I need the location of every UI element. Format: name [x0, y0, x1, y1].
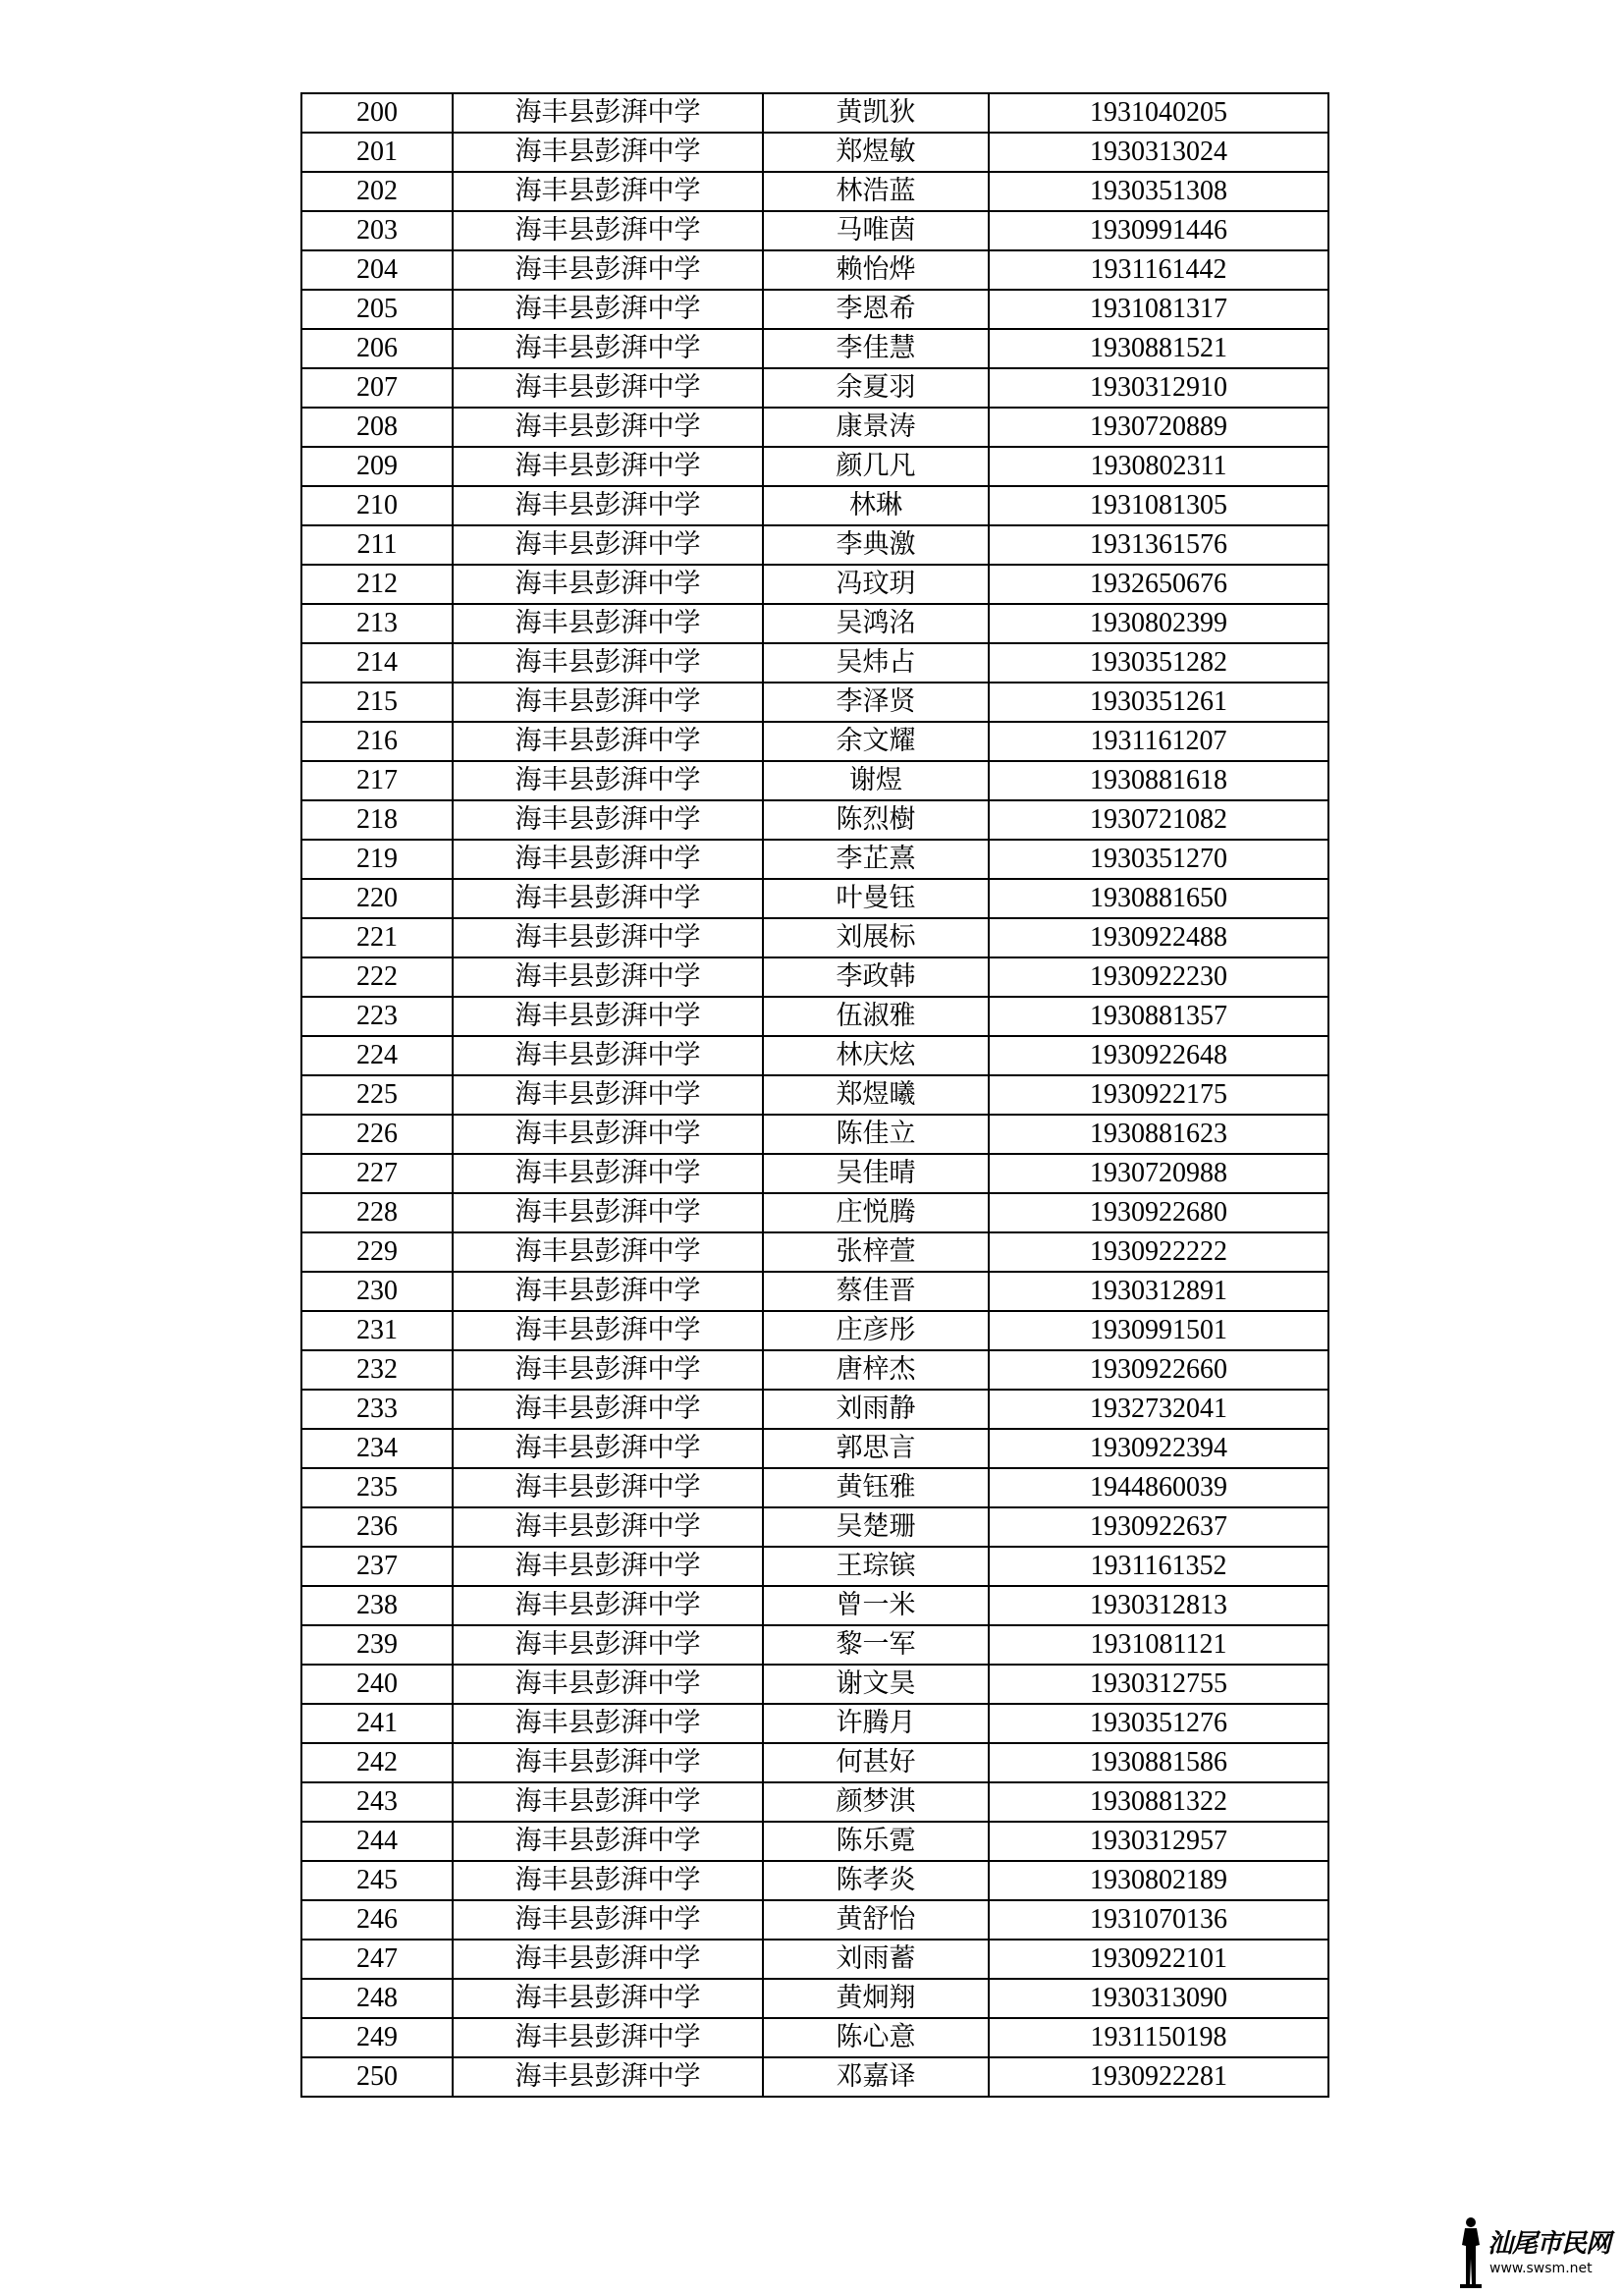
exam-id-cell: 1931081317 — [989, 290, 1328, 329]
exam-id-cell: 1930922660 — [989, 1350, 1328, 1390]
exam-id-cell: 1930351276 — [989, 1704, 1328, 1743]
school-cell: 海丰县彭湃中学 — [453, 133, 763, 172]
school-cell: 海丰县彭湃中学 — [453, 525, 763, 565]
table-row — [301, 997, 1328, 1036]
exam-id-cell: 1931161207 — [989, 722, 1328, 761]
school-cell: 海丰县彭湃中学 — [453, 840, 763, 879]
student-name-cell: 黄炯翔 — [763, 1979, 989, 2018]
row-number-cell: 222 — [301, 957, 453, 997]
row-number-cell: 215 — [301, 683, 453, 722]
student-name-cell: 颜几凡 — [763, 447, 989, 486]
school-cell: 海丰县彭湃中学 — [453, 172, 763, 211]
student-name-cell: 刘展标 — [763, 918, 989, 957]
student-name-cell: 林庆炫 — [763, 1036, 989, 1075]
standing-figure-icon — [1456, 2215, 1486, 2288]
exam-id-cell: 1931040205 — [989, 93, 1328, 133]
student-name-cell: 庄悦腾 — [763, 1193, 989, 1232]
row-number-cell: 243 — [301, 1782, 453, 1822]
student-name-cell: 吴佳晴 — [763, 1154, 989, 1193]
table-row — [301, 1429, 1328, 1468]
row-number-cell: 237 — [301, 1547, 453, 1586]
table-row — [301, 408, 1328, 447]
exam-id-cell: 1930802189 — [989, 1861, 1328, 1900]
row-number-cell: 244 — [301, 1822, 453, 1861]
row-number-cell: 217 — [301, 761, 453, 800]
row-number-cell: 242 — [301, 1743, 453, 1782]
exam-id-cell: 1930881322 — [989, 1782, 1328, 1822]
exam-id-cell: 1930922175 — [989, 1075, 1328, 1115]
student-name-cell: 李恩希 — [763, 290, 989, 329]
student-name-cell: 邓嘉译 — [763, 2057, 989, 2097]
table-row — [301, 290, 1328, 329]
school-cell: 海丰县彭湃中学 — [453, 368, 763, 408]
exam-id-cell: 1930881618 — [989, 761, 1328, 800]
school-cell: 海丰县彭湃中学 — [453, 1468, 763, 1507]
exam-id-cell: 1930881586 — [989, 1743, 1328, 1782]
school-cell: 海丰县彭湃中学 — [453, 486, 763, 525]
school-cell: 海丰县彭湃中学 — [453, 1115, 763, 1154]
school-cell: 海丰县彭湃中学 — [453, 1311, 763, 1350]
exam-id-cell: 1930991446 — [989, 211, 1328, 250]
student-name-cell: 黎一军 — [763, 1625, 989, 1665]
table-row — [301, 1232, 1328, 1272]
exam-id-cell: 1930351308 — [989, 172, 1328, 211]
row-number-cell: 210 — [301, 486, 453, 525]
table-row — [301, 1822, 1328, 1861]
school-cell: 海丰县彭湃中学 — [453, 1075, 763, 1115]
school-cell: 海丰县彭湃中学 — [453, 2018, 763, 2057]
student-name-cell: 林浩蓝 — [763, 172, 989, 211]
row-number-cell: 235 — [301, 1468, 453, 1507]
student-name-cell: 伍淑雅 — [763, 997, 989, 1036]
student-name-cell: 陈乐霓 — [763, 1822, 989, 1861]
student-name-cell: 马唯茵 — [763, 211, 989, 250]
table-row — [301, 1979, 1328, 2018]
school-cell: 海丰县彭湃中学 — [453, 957, 763, 997]
school-cell: 海丰县彭湃中学 — [453, 1665, 763, 1704]
student-name-cell: 许腾月 — [763, 1704, 989, 1743]
school-cell: 海丰县彭湃中学 — [453, 1036, 763, 1075]
row-number-cell: 246 — [301, 1900, 453, 1940]
row-number-cell: 205 — [301, 290, 453, 329]
exam-id-cell: 1930922394 — [989, 1429, 1328, 1468]
exam-id-cell: 1931150198 — [989, 2018, 1328, 2057]
student-name-cell: 王琮镔 — [763, 1547, 989, 1586]
row-number-cell: 231 — [301, 1311, 453, 1350]
row-number-cell: 233 — [301, 1390, 453, 1429]
exam-id-cell: 1930922488 — [989, 918, 1328, 957]
student-name-cell: 郭思言 — [763, 1429, 989, 1468]
table-row — [301, 1743, 1328, 1782]
table-row — [301, 1154, 1328, 1193]
table-row — [301, 2018, 1328, 2057]
school-cell: 海丰县彭湃中学 — [453, 761, 763, 800]
student-name-cell: 李泽贤 — [763, 683, 989, 722]
table-row — [301, 1861, 1328, 1900]
exam-id-cell: 1932732041 — [989, 1390, 1328, 1429]
exam-id-cell: 1930351282 — [989, 643, 1328, 683]
student-name-cell: 余夏羽 — [763, 368, 989, 408]
table-row — [301, 1507, 1328, 1547]
row-number-cell: 248 — [301, 1979, 453, 2018]
exam-id-cell: 1930721082 — [989, 800, 1328, 840]
school-cell: 海丰县彭湃中学 — [453, 93, 763, 133]
student-name-cell: 黄舒怡 — [763, 1900, 989, 1940]
exam-id-cell: 1930922222 — [989, 1232, 1328, 1272]
row-number-cell: 214 — [301, 643, 453, 683]
row-number-cell: 241 — [301, 1704, 453, 1743]
school-cell: 海丰县彭湃中学 — [453, 329, 763, 368]
exam-id-cell: 1930991501 — [989, 1311, 1328, 1350]
row-number-cell: 238 — [301, 1586, 453, 1625]
table-row — [301, 1586, 1328, 1625]
table-row — [301, 1625, 1328, 1665]
exam-id-cell: 1930881623 — [989, 1115, 1328, 1154]
exam-id-cell: 1930922230 — [989, 957, 1328, 997]
school-cell: 海丰县彭湃中学 — [453, 1704, 763, 1743]
exam-id-cell: 1930881521 — [989, 329, 1328, 368]
table-row — [301, 918, 1328, 957]
row-number-cell: 201 — [301, 133, 453, 172]
school-cell: 海丰县彭湃中学 — [453, 1940, 763, 1979]
table-row — [301, 1900, 1328, 1940]
table-row — [301, 368, 1328, 408]
row-number-cell: 249 — [301, 2018, 453, 2057]
watermark-url: www.swsm.net — [1489, 2261, 1593, 2276]
school-cell: 海丰县彭湃中学 — [453, 1979, 763, 2018]
table-row — [301, 565, 1328, 604]
school-cell: 海丰县彭湃中学 — [453, 1782, 763, 1822]
student-name-cell: 唐梓杰 — [763, 1350, 989, 1390]
exam-id-cell: 1930312813 — [989, 1586, 1328, 1625]
roster-table-body — [301, 93, 1328, 2097]
exam-id-cell: 1931361576 — [989, 525, 1328, 565]
student-name-cell: 郑煜敏 — [763, 133, 989, 172]
row-number-cell: 211 — [301, 525, 453, 565]
student-name-cell: 张梓萱 — [763, 1232, 989, 1272]
student-name-cell: 李芷熹 — [763, 840, 989, 879]
row-number-cell: 206 — [301, 329, 453, 368]
table-row — [301, 172, 1328, 211]
row-number-cell: 219 — [301, 840, 453, 879]
exam-id-cell: 1930881650 — [989, 879, 1328, 918]
row-number-cell: 225 — [301, 1075, 453, 1115]
row-number-cell: 227 — [301, 1154, 453, 1193]
student-name-cell: 陈佳立 — [763, 1115, 989, 1154]
exam-id-cell: 1930312910 — [989, 368, 1328, 408]
site-watermark — [1456, 2215, 1613, 2288]
table-row — [301, 604, 1328, 643]
row-number-cell: 229 — [301, 1232, 453, 1272]
school-cell: 海丰县彭湃中学 — [453, 447, 763, 486]
school-cell: 海丰县彭湃中学 — [453, 997, 763, 1036]
exam-id-cell: 1930720889 — [989, 408, 1328, 447]
exam-id-cell: 1930312755 — [989, 1665, 1328, 1704]
table-row — [301, 1036, 1328, 1075]
row-number-cell: 209 — [301, 447, 453, 486]
exam-id-cell: 1931081121 — [989, 1625, 1328, 1665]
row-number-cell: 207 — [301, 368, 453, 408]
row-number-cell: 213 — [301, 604, 453, 643]
table-row — [301, 93, 1328, 133]
exam-id-cell: 1931070136 — [989, 1900, 1328, 1940]
table-row — [301, 1782, 1328, 1822]
student-name-cell: 赖怡烨 — [763, 250, 989, 290]
school-cell: 海丰县彭湃中学 — [453, 1390, 763, 1429]
school-cell: 海丰县彭湃中学 — [453, 1861, 763, 1900]
student-name-cell: 庄彦彤 — [763, 1311, 989, 1350]
table-row — [301, 250, 1328, 290]
exam-id-cell: 1930922101 — [989, 1940, 1328, 1979]
row-number-cell: 228 — [301, 1193, 453, 1232]
watermark-title: 汕尾市民网 — [1488, 2229, 1611, 2259]
school-cell: 海丰县彭湃中学 — [453, 879, 763, 918]
school-cell: 海丰县彭湃中学 — [453, 1900, 763, 1940]
school-cell: 海丰县彭湃中学 — [453, 643, 763, 683]
exam-id-cell: 1930802399 — [989, 604, 1328, 643]
exam-id-cell: 1931161442 — [989, 250, 1328, 290]
row-number-cell: 221 — [301, 918, 453, 957]
row-number-cell: 212 — [301, 565, 453, 604]
student-name-cell: 曾一米 — [763, 1586, 989, 1625]
student-name-cell: 黄钰雅 — [763, 1468, 989, 1507]
row-number-cell: 208 — [301, 408, 453, 447]
row-number-cell: 202 — [301, 172, 453, 211]
student-name-cell: 刘雨蓄 — [763, 1940, 989, 1979]
table-row — [301, 761, 1328, 800]
exam-id-cell: 1931161352 — [989, 1547, 1328, 1586]
row-number-cell: 234 — [301, 1429, 453, 1468]
row-number-cell: 218 — [301, 800, 453, 840]
school-cell: 海丰县彭湃中学 — [453, 1429, 763, 1468]
student-name-cell: 陈心意 — [763, 2018, 989, 2057]
school-cell: 海丰县彭湃中学 — [453, 211, 763, 250]
table-row — [301, 1115, 1328, 1154]
student-name-cell: 陈孝炎 — [763, 1861, 989, 1900]
table-row — [301, 133, 1328, 172]
school-cell: 海丰县彭湃中学 — [453, 565, 763, 604]
table-row — [301, 1390, 1328, 1429]
table-row — [301, 722, 1328, 761]
row-number-cell: 220 — [301, 879, 453, 918]
table-row — [301, 525, 1328, 565]
table-row — [301, 800, 1328, 840]
student-name-cell: 谢文昊 — [763, 1665, 989, 1704]
student-name-cell: 林琳 — [763, 486, 989, 525]
student-name-cell: 吴楚珊 — [763, 1507, 989, 1547]
school-cell: 海丰县彭湃中学 — [453, 2057, 763, 2097]
school-cell: 海丰县彭湃中学 — [453, 408, 763, 447]
table-row — [301, 211, 1328, 250]
table-row — [301, 957, 1328, 997]
table-row — [301, 329, 1328, 368]
student-name-cell: 李政韩 — [763, 957, 989, 997]
exam-id-cell: 1930802311 — [989, 447, 1328, 486]
exam-id-cell: 1930313090 — [989, 1979, 1328, 2018]
exam-id-cell: 1930313024 — [989, 133, 1328, 172]
exam-id-cell: 1930881357 — [989, 997, 1328, 1036]
row-number-cell: 230 — [301, 1272, 453, 1311]
row-number-cell: 223 — [301, 997, 453, 1036]
table-row — [301, 1547, 1328, 1586]
row-number-cell: 239 — [301, 1625, 453, 1665]
exam-id-cell: 1930312957 — [989, 1822, 1328, 1861]
row-number-cell: 247 — [301, 1940, 453, 1979]
student-name-cell: 吴炜占 — [763, 643, 989, 683]
school-cell: 海丰县彭湃中学 — [453, 1822, 763, 1861]
school-cell: 海丰县彭湃中学 — [453, 1154, 763, 1193]
student-name-cell: 李典激 — [763, 525, 989, 565]
exam-id-cell: 1930351261 — [989, 683, 1328, 722]
table-row — [301, 1468, 1328, 1507]
table-row — [301, 1311, 1328, 1350]
row-number-cell: 224 — [301, 1036, 453, 1075]
student-name-cell: 刘雨静 — [763, 1390, 989, 1429]
row-number-cell: 203 — [301, 211, 453, 250]
student-name-cell: 蔡佳晋 — [763, 1272, 989, 1311]
student-name-cell: 余文耀 — [763, 722, 989, 761]
student-roster-table — [300, 92, 1329, 2098]
table-row — [301, 643, 1328, 683]
school-cell: 海丰县彭湃中学 — [453, 1586, 763, 1625]
student-name-cell: 吴鸿洺 — [763, 604, 989, 643]
exam-id-cell: 1930312891 — [989, 1272, 1328, 1311]
student-name-cell: 康景涛 — [763, 408, 989, 447]
row-number-cell: 240 — [301, 1665, 453, 1704]
student-name-cell: 李佳慧 — [763, 329, 989, 368]
school-cell: 海丰县彭湃中学 — [453, 1272, 763, 1311]
row-number-cell: 200 — [301, 93, 453, 133]
school-cell: 海丰县彭湃中学 — [453, 290, 763, 329]
exam-id-cell: 1930351270 — [989, 840, 1328, 879]
school-cell: 海丰县彭湃中学 — [453, 250, 763, 290]
student-name-cell: 何甚好 — [763, 1743, 989, 1782]
student-name-cell: 冯玟玥 — [763, 565, 989, 604]
table-row — [301, 447, 1328, 486]
row-number-cell: 232 — [301, 1350, 453, 1390]
school-cell: 海丰县彭湃中学 — [453, 1193, 763, 1232]
student-name-cell: 黄凯狄 — [763, 93, 989, 133]
exam-id-cell: 1930922281 — [989, 2057, 1328, 2097]
table-row — [301, 1940, 1328, 1979]
exam-id-cell: 1944860039 — [989, 1468, 1328, 1507]
student-name-cell: 陈烈樹 — [763, 800, 989, 840]
school-cell: 海丰县彭湃中学 — [453, 1507, 763, 1547]
school-cell: 海丰县彭湃中学 — [453, 918, 763, 957]
exam-id-cell: 1930922648 — [989, 1036, 1328, 1075]
table-row — [301, 879, 1328, 918]
row-number-cell: 236 — [301, 1507, 453, 1547]
row-number-cell: 216 — [301, 722, 453, 761]
row-number-cell: 226 — [301, 1115, 453, 1154]
student-name-cell: 颜梦淇 — [763, 1782, 989, 1822]
table-row — [301, 486, 1328, 525]
exam-id-cell: 1930720988 — [989, 1154, 1328, 1193]
school-cell: 海丰县彭湃中学 — [453, 1625, 763, 1665]
exam-id-cell: 1932650676 — [989, 565, 1328, 604]
table-row — [301, 683, 1328, 722]
exam-id-cell: 1930922637 — [989, 1507, 1328, 1547]
school-cell: 海丰县彭湃中学 — [453, 1350, 763, 1390]
school-cell: 海丰县彭湃中学 — [453, 722, 763, 761]
school-cell: 海丰县彭湃中学 — [453, 604, 763, 643]
school-cell: 海丰县彭湃中学 — [453, 1743, 763, 1782]
row-number-cell: 245 — [301, 1861, 453, 1900]
table-row — [301, 840, 1328, 879]
exam-id-cell: 1930922680 — [989, 1193, 1328, 1232]
table-row — [301, 1665, 1328, 1704]
table-row — [301, 1272, 1328, 1311]
school-cell: 海丰县彭湃中学 — [453, 1547, 763, 1586]
school-cell: 海丰县彭湃中学 — [453, 1232, 763, 1272]
table-row — [301, 1193, 1328, 1232]
table-row — [301, 1075, 1328, 1115]
exam-id-cell: 1931081305 — [989, 486, 1328, 525]
student-name-cell: 郑煜曦 — [763, 1075, 989, 1115]
row-number-cell: 204 — [301, 250, 453, 290]
student-name-cell: 谢煜 — [763, 761, 989, 800]
school-cell: 海丰县彭湃中学 — [453, 683, 763, 722]
student-name-cell: 叶曼钰 — [763, 879, 989, 918]
table-row — [301, 2057, 1328, 2097]
row-number-cell: 250 — [301, 2057, 453, 2097]
school-cell: 海丰县彭湃中学 — [453, 800, 763, 840]
table-row — [301, 1350, 1328, 1390]
table-row — [301, 1704, 1328, 1743]
